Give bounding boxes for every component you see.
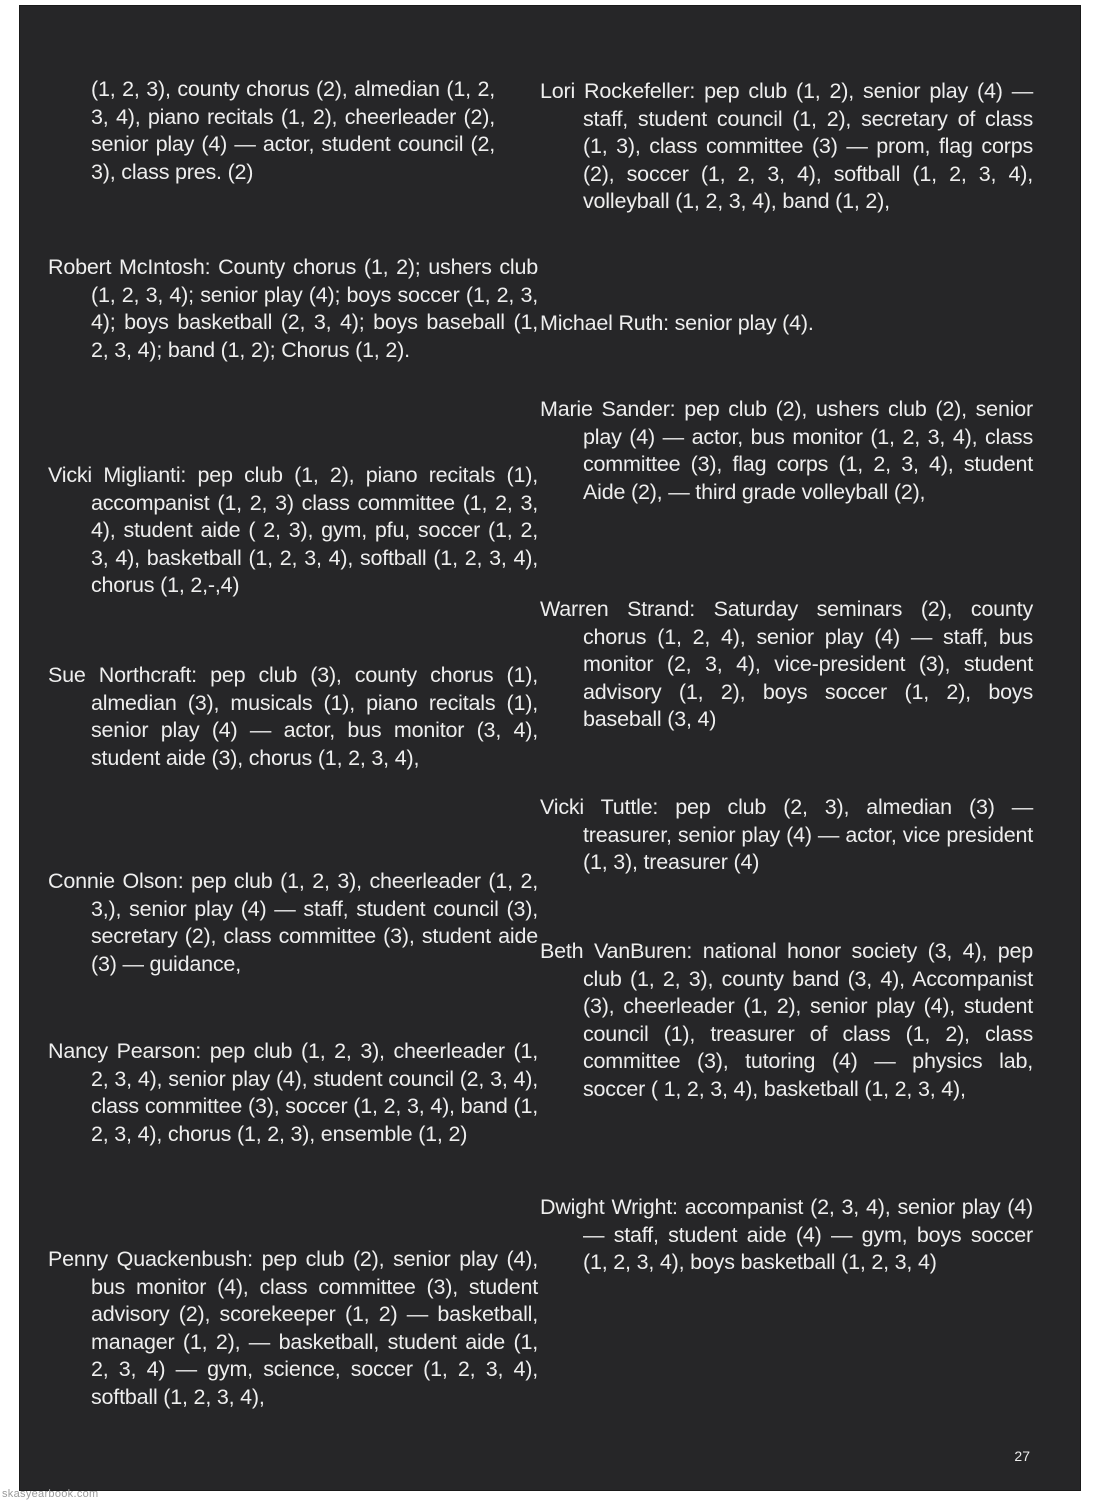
senior-entry-nancy-pearson: Nancy Pearson: pep club (1, 2, 3), cheerleader (1, 2, 3, 4), senior play (4), student council (2, 3, 4), class committee (3), soccer (1, 2, 3, 4), band (1, 2, 3, 4), chorus (1, 2, 3), ensemble (1, 2): [48, 1039, 538, 1146]
senior-entry-vicki-miglianti: Vicki Miglianti: pep club (1, 2), piano recitals (1), accompanist (1, 2, 3) class committee (1, 2, 3, 4), student aide ( 2, 3), gym, pfu, soccer (1, 2, 3, 4), basketball (1, 2, 3, 4), softball (1, 2, 3, 4), chorus (1, 2,-,4): [48, 463, 538, 598]
senior-entry-robert-mcintosh: Robert McIntosh: County chorus (1, 2); ushers club (1, 2, 3, 4); senior play (4); boys soccer (1, 2, 3, 4); boys basketball (2, 3, 4); boys baseball (1, 2, 3, 4); band (1, 2); Chorus (1, 2).: [48, 255, 538, 362]
senior-entry-penny-quackenbush: Penny Quackenbush: pep club (2), senior play (4), bus monitor (4), class committee (3), student advisory (2), scorekeeper (1, 2) — basketball, manager (1, 2), — basketball, student aide (1, 2, 3, 4) — gym, science, soccer (1, 2, 3, 4), softball (1, 2, 3, 4),: [48, 1247, 538, 1409]
senior-entry-sue-northcraft: Sue Northcraft: pep club (3), county chorus (1), almedian (3), musicals (1), piano recitals (1), senior play (4) — actor, bus monitor (3, 4), student aide (3), chorus (1, 2, 3, 4),: [48, 663, 538, 770]
continued-entry: (1, 2, 3), county chorus (2), almedian (1, 2, 3, 4), piano recitals (1, 2), cheerleader (2), senior play (4) — actor, student council (2, 3), class pres. (2): [91, 77, 495, 184]
senior-entry-lori-rockefeller: Lori Rockefeller: pep club (1, 2), senior play (4) — staff, student council (1, 2), secretary of class (1, 3), class committee (3) — prom, flag corps (2), soccer (1, 2, 3, 4), softball (1, 2, 3, 4), volleyball (1, 2, 3, 4), band (1, 2),: [540, 79, 1033, 214]
senior-entry-dwight-wright: Dwight Wright: accompanist (2, 3, 4), senior play (4) — staff, student aide (4) — gym, boys soccer (1, 2, 3, 4), boys basketball (1, 2, 3, 4): [540, 1195, 1033, 1275]
page-number: 27: [1014, 1448, 1030, 1464]
senior-entry-warren-strand: Warren Strand: Saturday seminars (2), county chorus (1, 2, 4), senior play (4) — staff, bus monitor (2, 3, 4), vice-president (3), student advisory (1, 2), boys soccer (1, 2), boys baseball (3, 4): [540, 597, 1033, 732]
senior-entry-beth-vanburen: Beth VanBuren: national honor society (3, 4), pep club (1, 2, 3), county band (3, 4), Accompanist (3), cheerleader (1, 2), senior play (4), student council (1), treasurer of class (1, 2), class committee (3), tutoring (4) — physics lab, soccer ( 1, 2, 3, 4), basketball (1, 2, 3, 4),: [540, 939, 1033, 1101]
senior-entry-marie-sander: Marie Sander: pep club (2), ushers club (2), senior play (4) — actor, bus monitor (1, 2, 3, 4), class committee (3), flag corps (1, 2, 3, 4), student Aide (2), — third grade volleyball (2),: [540, 397, 1033, 504]
senior-entry-michael-ruth: Michael Ruth: senior play (4).: [540, 311, 814, 335]
site-watermark: skasyearbook.com: [2, 1488, 99, 1500]
yearbook-page: [20, 6, 1080, 1490]
senior-entry-vicki-tuttle: Vicki Tuttle: pep club (2, 3), almedian (3) — treasurer, senior play (4) — actor, vice president (1, 3), treasurer (4): [540, 795, 1033, 875]
senior-entry-connie-olson: Connie Olson: pep club (1, 2, 3), cheerleader (1, 2, 3,), senior play (4) — staff, student council (3), secretary (2), class committee (3), student aide (3) — guidance,: [48, 869, 538, 976]
